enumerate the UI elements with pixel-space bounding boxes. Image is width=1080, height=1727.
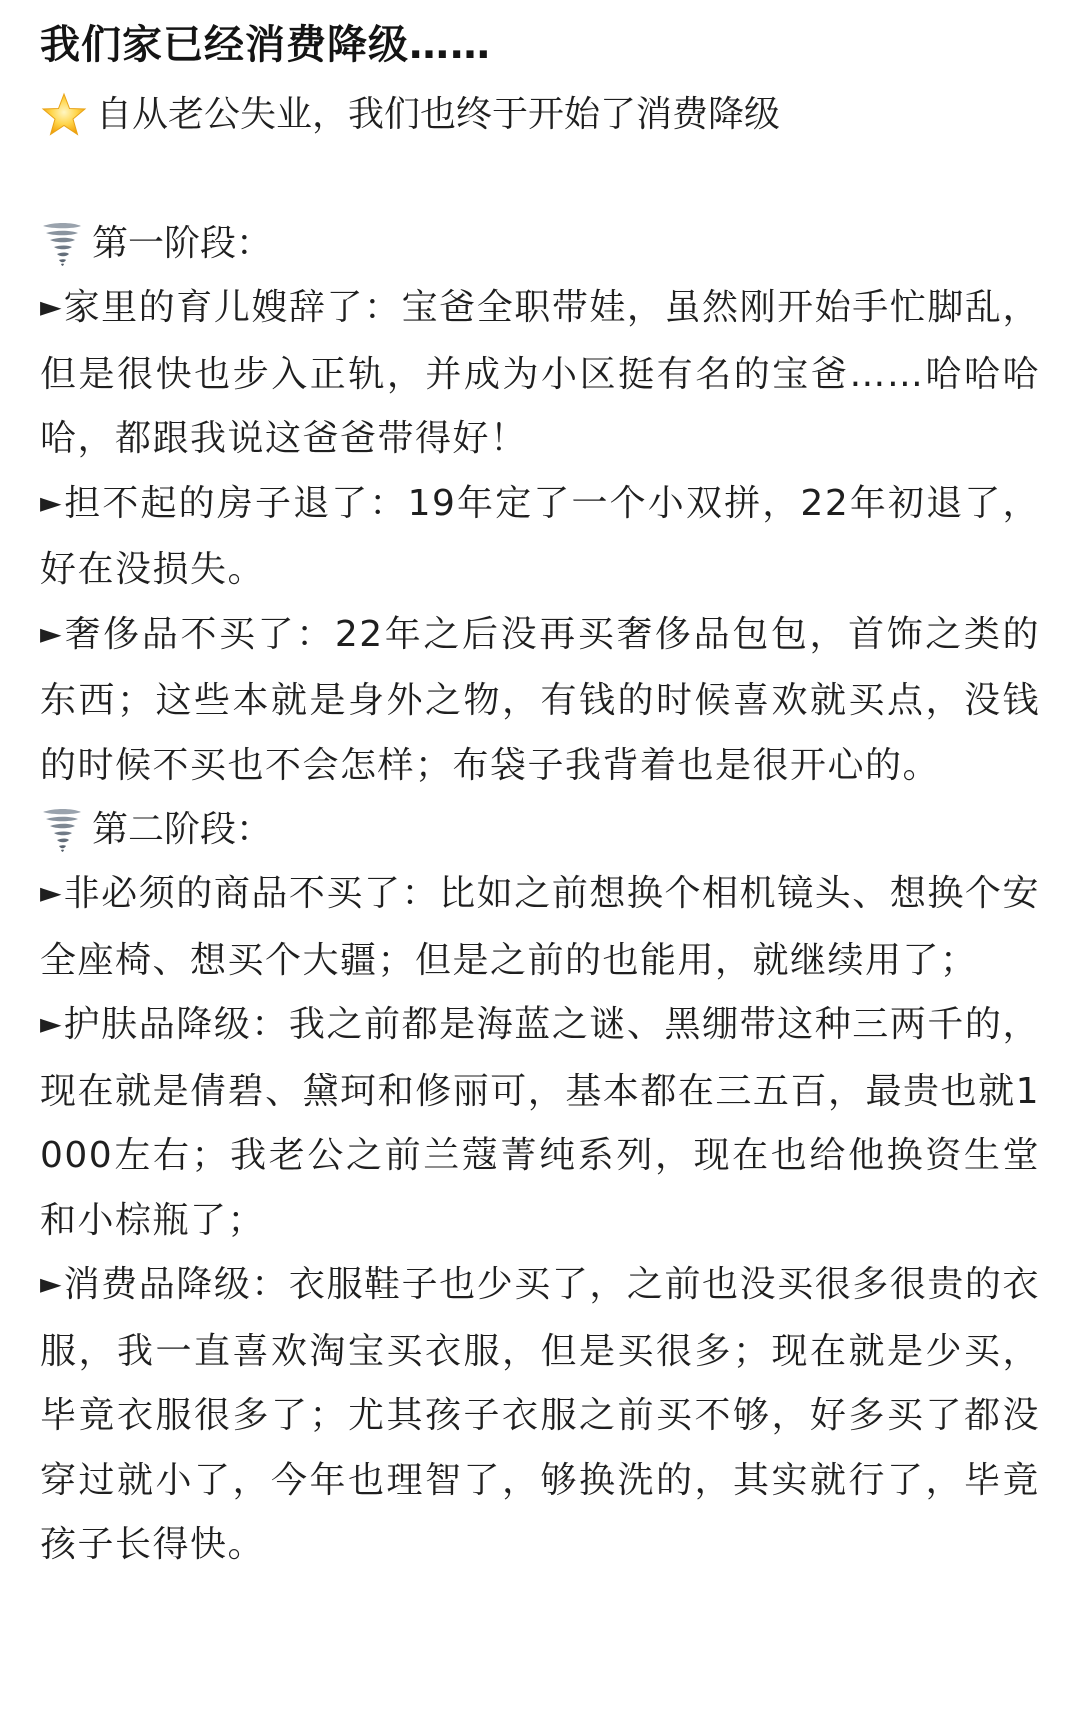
triangle-bullet-icon: ► bbox=[40, 290, 62, 323]
section-heading-2 bbox=[40, 798, 1040, 862]
list-item-text: 护肤品降级：我之前都是海蓝之谜、黑绷带这种三两千的，现在就是倩碧、黛珂和修丽可，基本都在三五百，最贵也就1000左右；我老公之前兰蔻菁纯系列，现在也给他换资生堂和小棕瓶了； bbox=[40, 1004, 1040, 1241]
triangle-bullet-icon: ► bbox=[40, 1267, 62, 1300]
post-content bbox=[40, 10, 1040, 1578]
triangle-bullet-icon: ► bbox=[40, 1007, 62, 1040]
list-item-text: 奢侈品不买了：22年之后没再买奢侈品包包，首饰之类的东西；这些本就是身外之物，有钱的时候喜欢就买点，没钱的时候不买也不会怎样；布袋子我背着也是很开心的。 bbox=[40, 613, 1040, 786]
intro-line bbox=[40, 82, 1040, 148]
triangle-bullet-icon: ► bbox=[40, 876, 62, 909]
tornado-icon bbox=[40, 806, 84, 854]
triangle-bullet-icon: ► bbox=[40, 616, 62, 650]
list-item-text: 家里的育儿嫂辞了：宝爸全职带娃，虽然刚开始手忙脚乱，但是很快也步入正轨，并成为小区挺有名的宝爸……哈哈哈哈，都跟我说这爸爸带得好！ bbox=[40, 287, 1040, 459]
list-item bbox=[40, 472, 1040, 603]
section-heading-1 bbox=[40, 212, 1040, 276]
list-item-text: 担不起的房子退了：19年定了一个小双拼，22年初退了，好在没损失。 bbox=[40, 482, 1040, 590]
star-icon bbox=[40, 91, 88, 139]
list-item bbox=[40, 603, 1040, 799]
list-item bbox=[40, 862, 1040, 993]
list-item bbox=[40, 993, 1040, 1253]
blank-line bbox=[40, 148, 1040, 212]
list-item-text: 非必须的商品不买了：比如之前想换个相机镜头、想换个安全座椅、想买个大疆；但是之前的也能用，就继续用了； bbox=[40, 873, 1040, 981]
list-item-text: 消费品降级：衣服鞋子也少买了，之前也没买很多很贵的衣服，我一直喜欢淘宝买衣服，但是买很多；现在就是少买，毕竟衣服很多了；尤其孩子衣服之前买不够，好多买了都没穿过就小了，今年也理智了，够换洗的，其实就行了，毕竟孩子长得快。 bbox=[40, 1264, 1040, 1565]
triangle-bullet-icon: ► bbox=[40, 485, 62, 519]
intro-text: 自从老公失业，我们也终于开始了消费降级 bbox=[96, 94, 781, 135]
section-heading-text: 第二阶段： bbox=[92, 809, 273, 850]
post-title: 我们家已经消费降级…… bbox=[40, 22, 491, 68]
list-item bbox=[40, 276, 1040, 472]
tornado-icon bbox=[40, 220, 84, 268]
section-heading-text: 第一阶段： bbox=[92, 223, 273, 264]
list-item bbox=[40, 1253, 1040, 1578]
